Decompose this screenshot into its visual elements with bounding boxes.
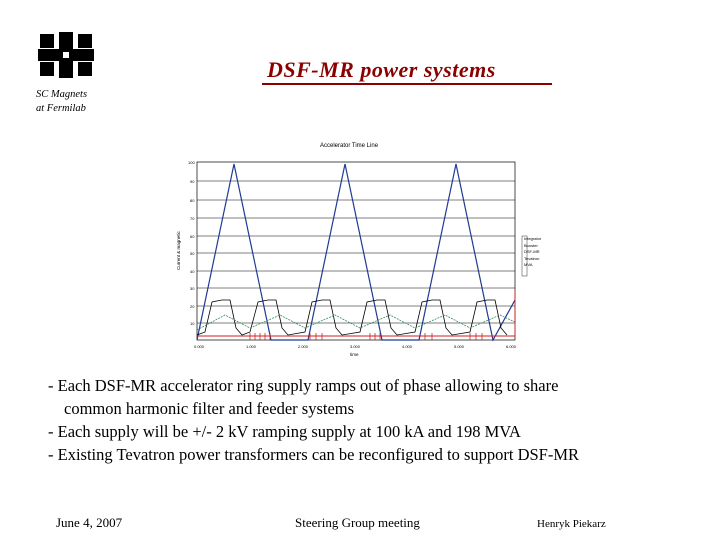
x-tick-labels	[194, 344, 517, 349]
organization-label	[36, 88, 87, 116]
svg-text:2.000: 2.000	[298, 344, 309, 349]
slide-title: DSF-MR power systems	[267, 57, 496, 82]
svg-text:20: 20	[190, 304, 195, 309]
x-axis-label: time	[350, 352, 359, 357]
y-tick-labels	[188, 160, 195, 326]
svg-text:80: 80	[190, 198, 195, 203]
series-trapezoid	[197, 300, 507, 335]
footer-meeting: Steering Group meeting	[295, 515, 420, 530]
timeline-chart	[170, 150, 530, 360]
svg-text:10: 10	[190, 321, 195, 326]
svg-text:5.000: 5.000	[454, 344, 465, 349]
footer-author: Henryk Piekarz	[537, 518, 606, 530]
grid-lines	[197, 181, 515, 323]
chart-title: Accelerator Time Line	[320, 143, 379, 149]
fermilab-logo	[36, 30, 96, 80]
bullet-3: - Existing Tevatron power transformers can be reconfigured to support DSF-MR	[48, 445, 580, 464]
svg-text:4.000: 4.000	[402, 344, 413, 349]
legend-booster: Booster	[524, 242, 538, 248]
bullet-1-continued: common harmonic filter and feeder systems	[64, 399, 355, 418]
series-red	[197, 290, 515, 336]
svg-text:30: 30	[190, 286, 195, 291]
legend-mva: MVA	[524, 262, 533, 267]
plot-frame	[197, 162, 515, 340]
svg-text:40: 40	[190, 269, 195, 274]
legend-tevatron: Tevatron	[524, 255, 540, 261]
title-underline	[262, 83, 552, 85]
legend-labels	[524, 236, 541, 269]
svg-text:1.000: 1.000	[246, 344, 257, 349]
red-tick-marks	[250, 333, 482, 340]
legend-integrator: Integrator	[524, 236, 542, 241]
svg-text:60: 60	[190, 234, 195, 239]
svg-text:6.000: 6.000	[506, 344, 517, 349]
svg-text:90: 90	[190, 179, 195, 184]
bullet-list	[48, 374, 708, 466]
series-green	[197, 315, 515, 330]
svg-text:0.000: 0.000	[194, 344, 205, 349]
bullet-2: - Each supply will be +/- 2 kV ramping supply at 100 kA and 198 MVA	[48, 422, 521, 441]
svg-text:50: 50	[190, 251, 195, 256]
legend-dsfmr: DSF-MR	[524, 249, 540, 254]
svg-text:3.000: 3.000	[350, 344, 361, 349]
footer-date: June 4, 2007	[56, 515, 123, 530]
svg-text:100: 100	[188, 160, 195, 165]
org-line-1: SC Magnets	[36, 89, 88, 100]
org-line-2: at Fermilab	[36, 103, 86, 114]
bullet-1: - Each DSF-MR accelerator ring supply ramps out of phase allowing to share	[48, 376, 559, 395]
chart-svg	[170, 150, 530, 360]
svg-text:70: 70	[190, 216, 195, 221]
y-axis-label: Current & magnetic	[176, 231, 181, 270]
series-dsfmr-ramp	[197, 164, 515, 340]
